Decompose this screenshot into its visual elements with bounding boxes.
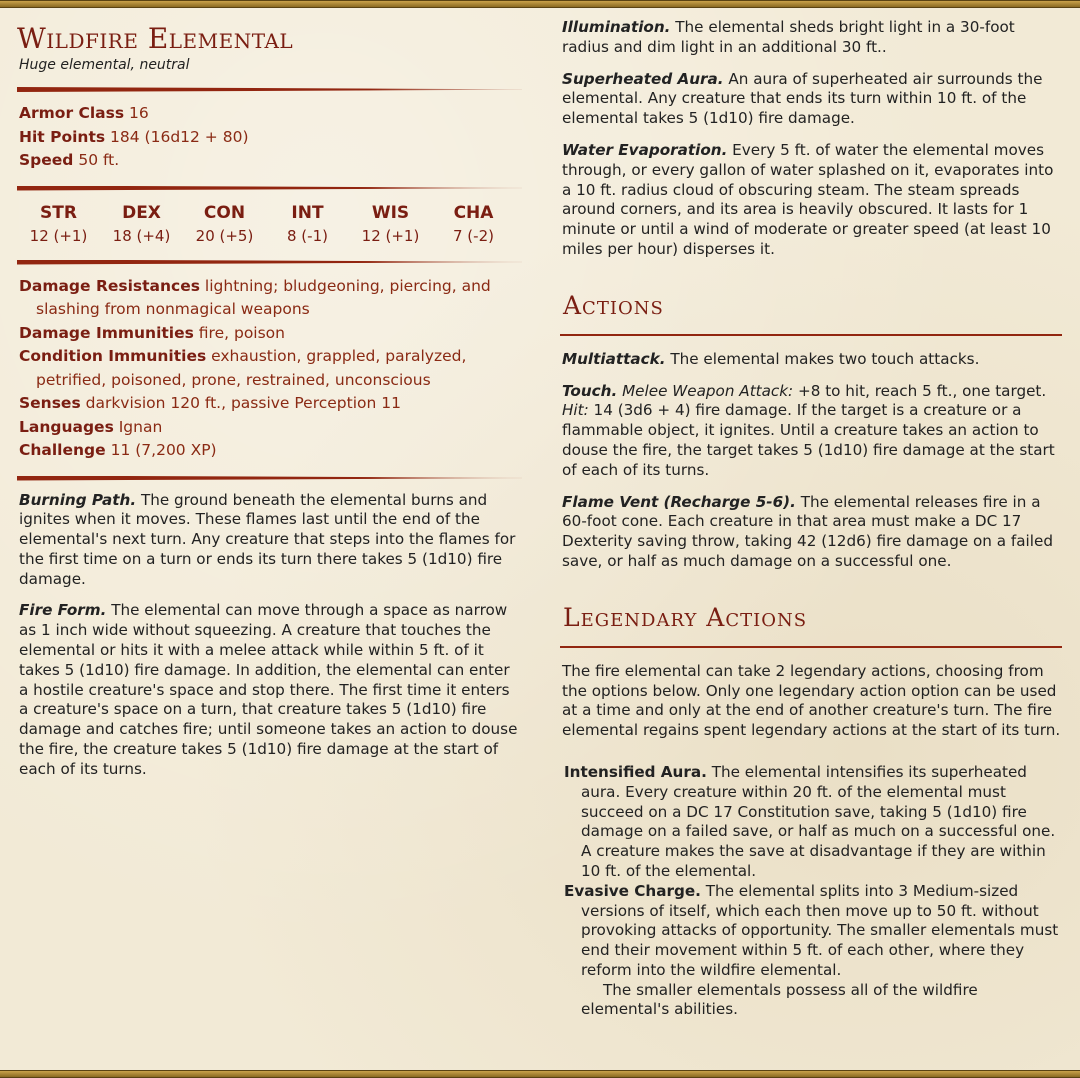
bottom-border: [0, 1070, 1080, 1078]
trait-water-evaporation: Water Evaporation. Every 5 ft. of water the elemental moves through, or every gallon of water splashed on it, evaporates into a 10 ft. radius cloud of obscuring steam. The steam spreads around corners, and its area is heavily obscured. It lasts for 1 minute or until a wind of moderate or greater speed (at least 10 miles per hour) disperses it.: [562, 140, 1054, 258]
action-flame-vent: Flame Vent (Recharge 5-6). The elemental releases fire in a 60-foot cone. Each creature in that area must make a DC 17 Dexterity saving throw, taking 42 (12d6) fire damage on a failed save, or half as much damage on a successful one.: [562, 492, 1053, 570]
legendary-intro: The fire elemental can take 2 legendary actions, choosing from the options below. Only one legendary action option can be used at a time and only at the end of another creature's turn. The fire elemental regains spent legendary actions at the start of its turn.: [562, 661, 1061, 740]
divider: [17, 476, 522, 481]
condition-immunities: Condition Immunities exhaustion, grappled, paralyzed, petrified, poisoned, prone, restrained, unconscious: [19, 347, 467, 389]
actions-rule: [560, 334, 1062, 336]
divider: [17, 186, 522, 191]
challenge: Challenge 11 (7,200 XP): [19, 441, 217, 459]
damage-immunities: Damage Immunities fire, poison: [19, 323, 285, 342]
actions-heading: Actions: [563, 290, 664, 320]
action-multiattack: Multiattack. The elemental makes two touch attacks.: [562, 349, 980, 368]
ability-int: INT 8 (-1): [287, 202, 328, 245]
monster-name: Wildfire Elemental: [17, 22, 294, 55]
trait-superheated-aura: Superheated Aura. An aura of superheated air surrounds the elemental. Any creature that ends its turn within 10 ft. of the elemental takes 5 (1d10) fire damage.: [562, 69, 1043, 128]
ability-dex: DEX 18 (+4): [112, 202, 171, 245]
ability-str: STR 12 (+1): [29, 202, 88, 245]
languages: Languages Ignan: [19, 417, 163, 436]
legendary-evasive-charge-note: The smaller elementals possess all of the wildfire elemental's abilities.: [581, 980, 978, 1019]
damage-resistances: Damage Resistances lightning; bludgeoning, piercing, and slashing from nonmagical weapons: [19, 276, 491, 318]
legendary-actions-heading: Legendary Actions: [563, 602, 808, 632]
ability-scores: [17, 201, 522, 247]
ability-con: CON 20 (+5): [195, 202, 254, 245]
legendary-evasive-charge: Evasive Charge. The elemental splits into 3 Medium-sized versions of itself, which each then move up to 50 ft. without provoking attacks of opportunity. The smaller elementals must end their movement within 5 ft. of each other, where they reform into the wildfire elemental.: [564, 881, 1059, 979]
top-border: [0, 0, 1080, 8]
right-column: [560, 18, 1062, 1020]
trait-fire-form: Fire Form. The elemental can move through a space as narrow as 1 inch wide without squeezing. A creature that touches the elemental or hits it with a melee attack while within 5 ft. of it takes 5 (1d10) fire damage. In addition, the elemental can enter a hostile creature's space and stop there. The first time it enters a creature's space on a turn, that creature takes 5 (1d10) fire damage and catches fire; until someone takes an action to douse the fire, the creature takes 5 (1d10) fire damage at the start of each of its turns.: [19, 601, 518, 778]
divider: [17, 260, 522, 265]
ability-cha: CHA 7 (-2): [453, 202, 494, 245]
action-touch: Touch. Melee Weapon Attack: +8 to hit, reach 5 ft., one target. Hit: 14 (3d6 + 4) fire damage. If the target is a creature or a flammable object, it ignites. Until a creature takes an action to douse the fire, the target takes 5 (1d10) fire damage at the start of each of its turns.: [562, 381, 1055, 479]
ability-wis: WIS 12 (+1): [361, 202, 420, 245]
speed: Speed 50 ft.: [19, 151, 120, 169]
senses: Senses darkvision 120 ft., passive Perception 11: [19, 394, 401, 412]
left-column: [17, 18, 522, 792]
hit-points: Hit Points 184 (16d12 + 80): [19, 127, 249, 146]
trait-burning-path: Burning Path. The ground beneath the elemental burns and ignites when it moves. These flames last until the end of the elemental's next turn. Any creature that steps into the flames for the first time on a turn or ends its turn there takes 5 (1d10) fire damage.: [19, 490, 516, 588]
legendary-intensified-aura: Intensified Aura. The elemental intensifies its superheated aura. Every creature within 20 ft. of the elemental must succeed on a DC 17 Constitution save, taking 5 (1d10) fire damage on a failed save, or half as much on a successful one. A creature makes the save at disadvantage if they are within 10 ft. of the elemental.: [564, 762, 1056, 880]
trait-illumination: Illumination. The elemental sheds bright light in a 30-foot radius and dim light in an additional 30 ft..: [562, 18, 1015, 56]
legendary-rule: [560, 646, 1062, 648]
monster-type: Huge elemental, neutral: [19, 57, 190, 73]
divider: [17, 87, 522, 92]
armor-class: Armor Class 16: [19, 104, 149, 122]
